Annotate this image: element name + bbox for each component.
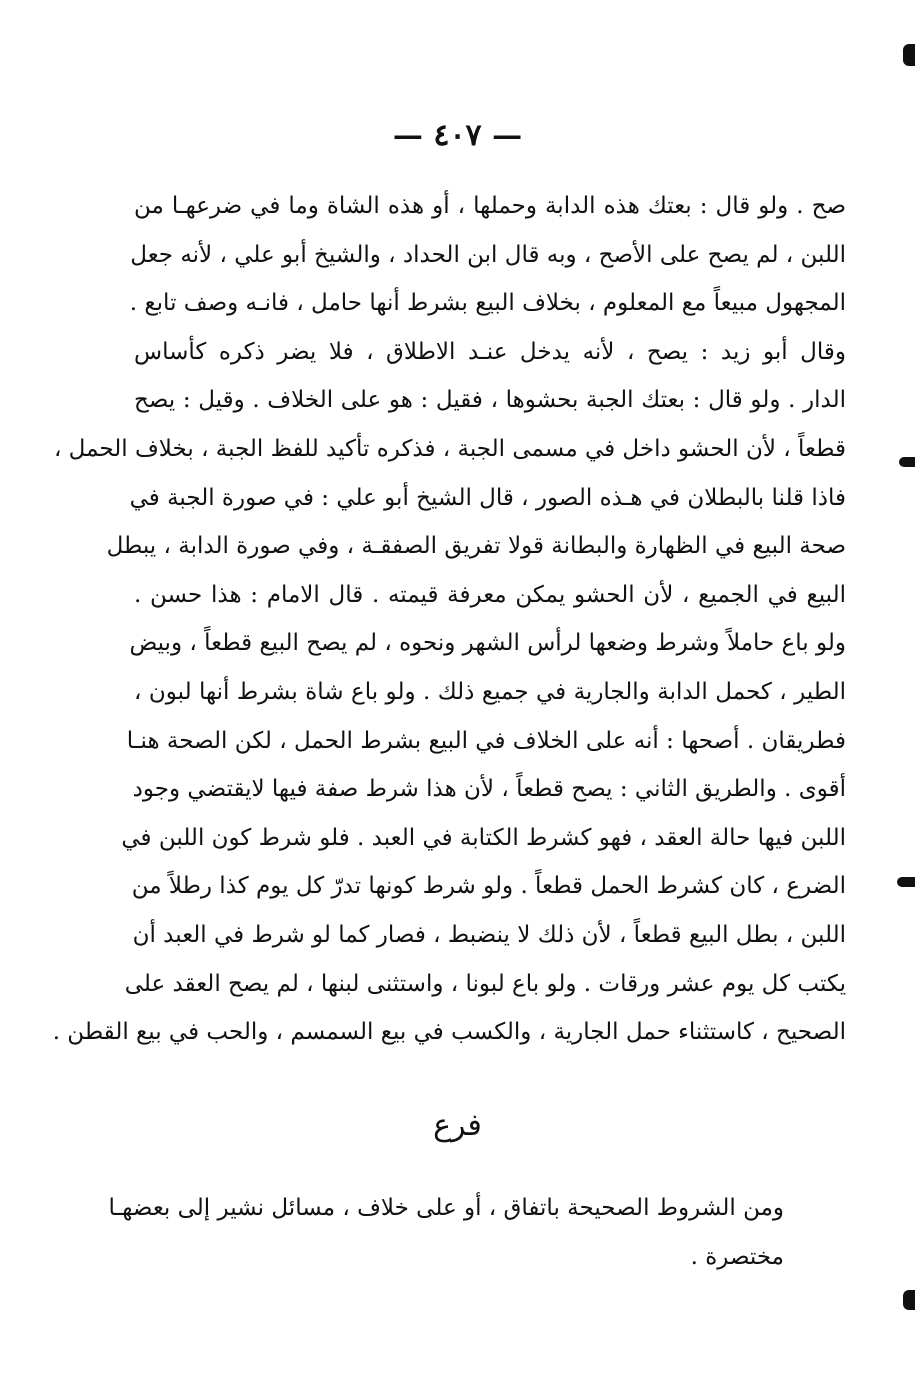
text-line: اللبن فيها حالة العقد ، فهو كشرط الكتابة في العبد . فلو شرط كون اللبن في [121, 824, 846, 851]
section-heading: فرع [433, 1108, 482, 1143]
text-line: الصحيح ، كاستثناء حمل الجارية ، والكسب في بيع السمسم ، والحب في بيع القطن . [52, 1019, 846, 1046]
text-line: اللبن ، بطل البيع قطعاً ، لأن ذلك لا ينضبط ، فصار كما لو شرط في العبد أن [132, 921, 846, 948]
scan-margin-mark [899, 457, 915, 467]
text-line: اللبن ، لم يصح على الأصح ، وبه قال ابن الحداد ، والشيخ أبو علي ، لأنه جعل [130, 241, 846, 268]
text-line: ومن الشروط الصحيحة باتفاق ، أو على خلاف ، مسائل نشير إلى بعضهـا [108, 1195, 784, 1221]
text-line: فطريقان . أصحها : أنه على الخلاف في البيع بشرط الحمل ، لكن الصحة هنـا [126, 727, 846, 754]
text-line: مختصرة . [690, 1243, 784, 1270]
page-number: — ٤٠٧ — [392, 118, 523, 153]
scan-margin-mark [903, 1290, 915, 1310]
main-paragraph [52, 182, 846, 1057]
text-line: يكتب كل يوم عشر ورقات . ولو باع لبونا ، واستثنى لبنها ، لم يصح العقد على [124, 970, 846, 997]
text-line: المجهول مبيعاً مع المعلوم ، بخلاف البيع بشرط أنها حامل ، فانـه وصف تابع . [129, 290, 846, 317]
text-line: وقال أبو زيد : يصح ، لأنه يدخل عنـد الاطلاق ، فلا يضر ذكره كأساس [134, 338, 846, 365]
text-line: أقوى . والطريق الثاني : يصح قطعاً ، لأن هذا شرط صفة فيها لايقتضي وجود [132, 776, 846, 803]
text-line: الضرع ، كان كشرط الحمل قطعاً . ولو شرط كونها تدرّ كل يوم كذا رطلاً من [131, 873, 846, 900]
scan-margin-mark [897, 877, 915, 887]
text-line: الدار . ولو قال : بعتك الجبة بحشوها ، فقيل : هو على الخلاف . وقيل : يصح [134, 387, 846, 414]
section-paragraph [108, 1184, 784, 1281]
scan-margin-mark [903, 44, 915, 66]
text-line: ولو باع حاملاً وشرط وضعها لرأس الشهر ونحوه ، لم يصح البيع قطعاً ، وبيض [129, 630, 846, 657]
text-line: صحة البيع في الظهارة والبطانة قولا تفريق الصفقـة ، وفي صورة الدابة ، يبطل [106, 533, 846, 560]
text-line: الطير ، كحمل الدابة والجارية في جميع ذلك . ولو باع شاة بشرط أنها لبون ، [134, 678, 846, 705]
text-line: قطعاً ، لأن الحشو داخل في مسمى الجبة ، فذكره تأكيد للفظ الجبة ، بخلاف الحمل ، [53, 435, 846, 462]
text-line: صح . ولو قال : بعتك هذه الدابة وحملها ، أو هذه الشاة وما في ضرعهـا من [134, 193, 846, 219]
text-line: فاذا قلنا بالبطلان في هـذه الصور ، قال الشيخ أبو علي : في صورة الجبة في [129, 484, 846, 511]
text-line: البيع في الجميع ، لأن الحشو يمكن معرفة قيمته . قال الامام : هذا حسن . [134, 581, 846, 608]
